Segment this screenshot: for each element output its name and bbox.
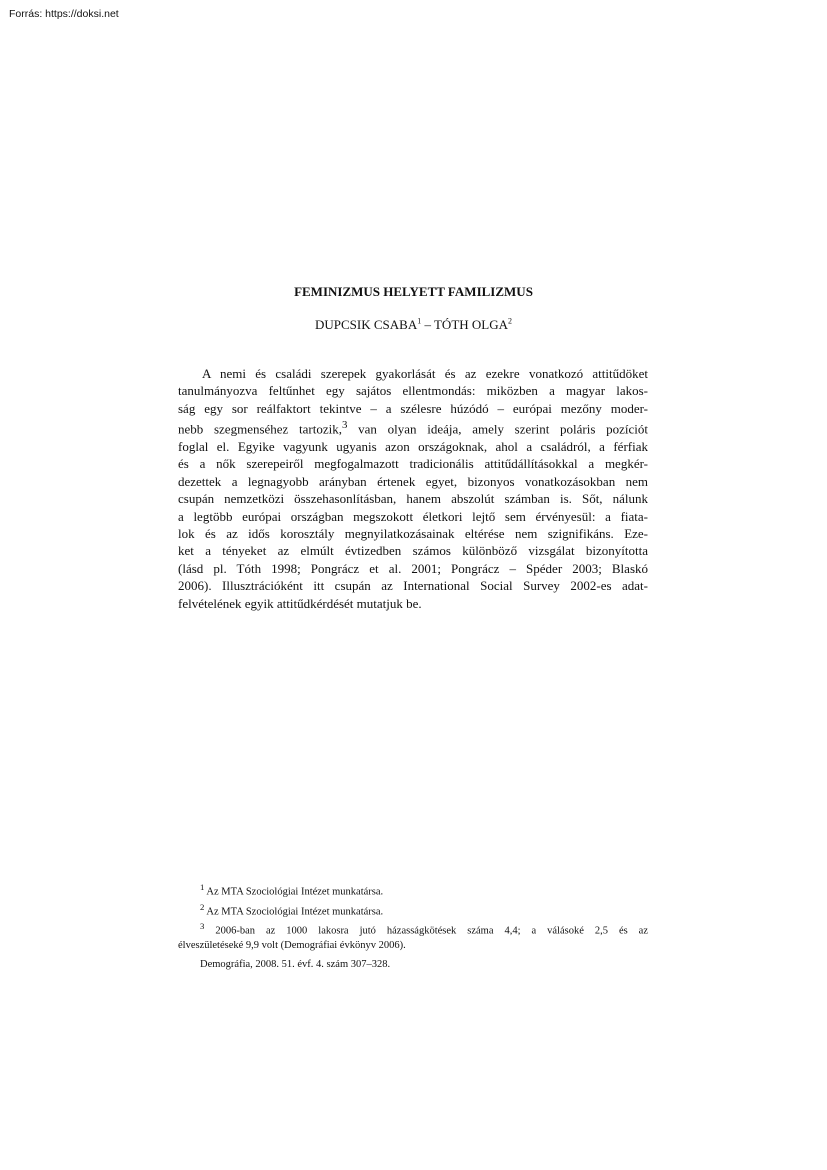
abstract-line: és a nők szerepeiről megfogalmazott tradicionális attitűdállításokkal a megkér- — [178, 456, 648, 472]
footnote-text: Az MTA Szociológiai Intézet munkatársa. — [206, 886, 384, 898]
footnote-text: Az MTA Szociológiai Intézet munkatársa. — [206, 906, 384, 917]
footnote-3 — [178, 919, 648, 939]
abstract-line: dezettek a legnagyobb arányban értenek egyet, bizonyos vonatkozásokban nem — [178, 473, 648, 489]
authors-line — [0, 317, 827, 333]
abstract-line: a legtöbb európai országban megszokott életkori lejtő sem érvényesül: a fiata- — [178, 508, 648, 524]
footnote-text: 2006-ban az 1000 lakosra jutó házasságkötések száma 4,4; a válásoké 2,5 és az — [215, 925, 648, 937]
abstract-line: ket a tényeket az elmúlt évtizedben számos különböző vizsgálat bizonyította — [178, 543, 648, 559]
abstract-line: lok és az idős korosztály megnyilatkozásainak eltérése nem szignifikáns. Eze- — [178, 525, 648, 541]
footnote-1 — [178, 880, 648, 900]
abstract-line: foglal el. Egyike vagyunk ugyanis azon országoknak, ahol a családról, a férfiak — [178, 438, 648, 454]
abstract-paragraph — [178, 365, 648, 612]
source-label: Forrás: https://doksi.net — [9, 8, 119, 20]
abstract-line-part: van olyan ideája, amely szerint poláris pozíciót — [358, 421, 649, 437]
abstract-line-with-note — [178, 417, 648, 438]
footnote-number: 1 — [200, 882, 205, 892]
abstract-line: (lásd pl. Tóth 1998; Pongrácz et al. 2001; Pongrácz – Spéder 2003; Blaskó — [178, 560, 648, 576]
footnotes — [178, 880, 648, 953]
footnote-ref-3: 3 — [342, 419, 348, 432]
footnote-3-continuation: élveszületéseké 9,9 volt (Demográfiai évkönyv 2006). — [178, 939, 406, 951]
abstract-line-part: nebb szegmenséhez tartozik, — [178, 421, 342, 437]
footnote-2 — [178, 900, 648, 920]
journal-citation: Demográfia, 2008. 51. évf. 4. szám 307–328. — [200, 959, 391, 970]
abstract-line: 2006). Illusztrációként itt csupán az International Social Survey 2002-es adat- — [178, 578, 648, 594]
author-separator: – — [421, 317, 434, 332]
author-1: DUPCSIK CSABA — [314, 317, 418, 332]
footnote-number: 3 — [200, 921, 205, 931]
author-2-footnote-ref: 2 — [508, 316, 512, 326]
article-title: FEMINIZMUS HELYETT FAMILIZMUS — [294, 284, 533, 299]
abstract-line: csupán nemzetközi összehasonlításban, hanem abszolút számban is. Sőt, nálunk — [178, 491, 648, 507]
abstract-line: tanulmányozva feltűnhet egy sajátos ellentmondás: miközben a magyar lakos- — [178, 383, 648, 399]
author-1-footnote-ref: 1 — [417, 316, 422, 326]
abstract-line: A nemi és családi szerepek gyakorlását és az ezekre vonatkozó attitűdöket — [202, 366, 648, 381]
abstract-line: ság egy sor reálfaktort tekintve – a szélesre húzódó – európai mezőny moder- — [178, 400, 648, 416]
abstract-line: felvételének egyik attitűdkérdését mutatjuk be. — [178, 595, 422, 611]
author-2: TÓTH OLGA — [433, 317, 508, 332]
footnote-number: 2 — [200, 901, 205, 912]
